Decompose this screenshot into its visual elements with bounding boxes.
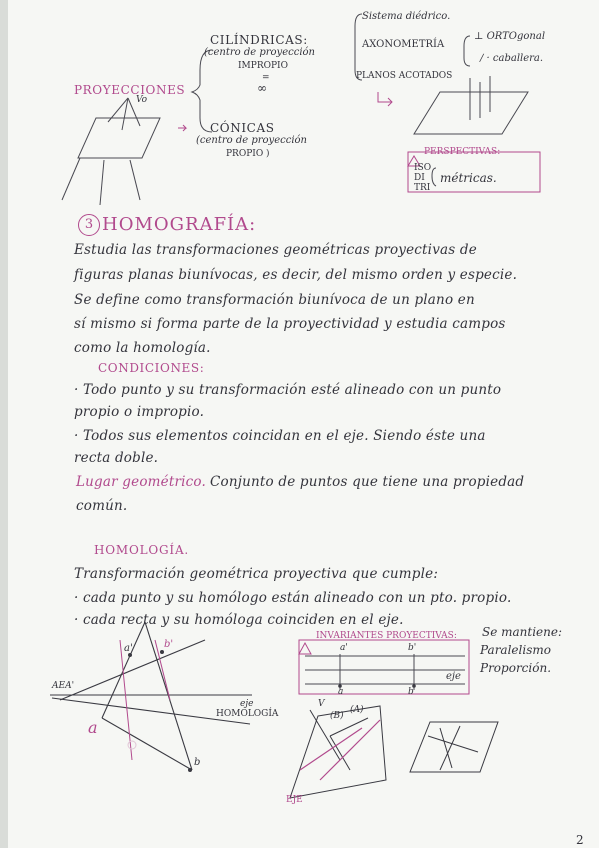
axonometria-brace [464, 36, 470, 66]
homologia-line-2: · cada punto y su homólogo están alineado con un pto. propio. [74, 590, 512, 606]
homologia-line-1: Transformación geométrica proyectiva que cumple: [74, 566, 439, 582]
figure-a: a [88, 718, 98, 737]
invariantes-lines [305, 654, 465, 690]
right-plane-sketch [410, 722, 498, 772]
invariant-bprime: b' [408, 643, 417, 653]
vertex-label: Vo [136, 95, 148, 105]
figure-homologia: HOMOLOGÍA [216, 709, 279, 719]
homografia-line-5: como la homología. [74, 340, 211, 356]
invariant-b: b [408, 687, 414, 697]
se-mantiene-label: Se mantiene: [482, 625, 563, 639]
projection-brace [192, 50, 212, 132]
figure-bprime: b' [164, 639, 174, 650]
section-number-badge: 3 [78, 214, 100, 236]
perspectivas-label: PERSPECTIVAS: [424, 147, 501, 157]
proporcion-label: Proporción. [480, 661, 552, 675]
homografia-line-3: Se define como transformación biunívoca de un plano en [74, 292, 475, 308]
plane-v-label: V [318, 699, 325, 709]
lugar-geometrico-def: Conjunto de puntos que tiene una propiedad [210, 474, 525, 490]
ortogonal-label: ⊥ ORTOgonal [474, 31, 546, 42]
invariant-eje: eje [446, 671, 461, 682]
sistema-diedrico: Sistema diédrico. [362, 11, 451, 22]
condicion-line-2: propio o impropio. [74, 404, 205, 420]
invariant-aprime: a' [340, 643, 348, 653]
projection-sketch [62, 95, 160, 205]
condicion-line-3: · Todos sus elementos coincidan en el eje. Siendo éste una [74, 428, 486, 444]
homologia-line-3: · cada recta y su homóloga coinciden en el eje. [74, 612, 404, 628]
iso-label: ISO [414, 163, 432, 173]
condiciones-label: CONDICIONES: [98, 361, 205, 375]
proyecciones-label: PROYECCIONES [74, 83, 186, 97]
conicas-line2: PROPIO ) [226, 149, 270, 159]
planos-arrow [378, 92, 392, 106]
figure-aprime: a' [124, 643, 133, 654]
invariant-a: a [338, 687, 344, 697]
plane-eje-label: EJE [286, 795, 303, 805]
page-number: 2 [576, 833, 584, 847]
plane-a-label: (A) [350, 705, 364, 715]
condicion-line-4: recta doble. [74, 450, 159, 466]
di-label: DI [414, 173, 425, 183]
paralelismo-label: Paralelismo [480, 643, 551, 657]
cilindricas-title: CILÍNDRICAS: [210, 33, 308, 47]
homologia-title: HOMOLOGÍA. [94, 543, 190, 557]
cilindricas-line1: (centro de proyección [204, 47, 315, 58]
invariantes-box [299, 640, 469, 694]
axonometria-label: AXONOMETRÍA [362, 39, 445, 50]
homografia-line-1: Estudia las transformaciones geométricas proyectivas de [74, 242, 477, 258]
conicas-title: CÓNICAS [210, 121, 275, 135]
homology-figure [50, 622, 252, 770]
lugar-geometrico-term: Lugar geométrico. [76, 474, 206, 490]
caballera-label: ∕ · caballera. [480, 53, 544, 64]
homografia-line-2: figuras planas biunívocas, es decir, del mismo orden y especie. [74, 267, 518, 283]
invariantes-label: INVARIANTES PROYECTIVAS: [316, 631, 457, 641]
figure-eje: eje [240, 699, 254, 709]
figure-aea: AEA' [52, 681, 75, 691]
cilindricas-line2: IMPROPIO [238, 61, 288, 71]
cilindricas-eq: = [262, 73, 270, 83]
lugar-geometrico-def2: común. [76, 498, 128, 514]
condicion-line-1: · Todo punto y su transformación esté alineado con un punto [74, 382, 502, 398]
infinity-symbol: ∞ [257, 81, 267, 95]
homografia-title: HOMOGRAFÍA: [102, 214, 257, 235]
planos-acotados-label: PLANOS ACOTADOS [356, 71, 453, 81]
pink-arrow [178, 125, 186, 131]
metricas-label: métricas. [440, 171, 497, 185]
conicas-line1: (centro de proyección [196, 135, 307, 146]
tri-label: TRI [414, 183, 431, 193]
figure-b: b [194, 757, 201, 768]
homografia-line-4: sí mismo si forma parte de la proyectividad y estudia campos [74, 316, 506, 332]
planos-acotados-sketch [414, 76, 528, 134]
plane-b-label: (B) [330, 711, 344, 721]
